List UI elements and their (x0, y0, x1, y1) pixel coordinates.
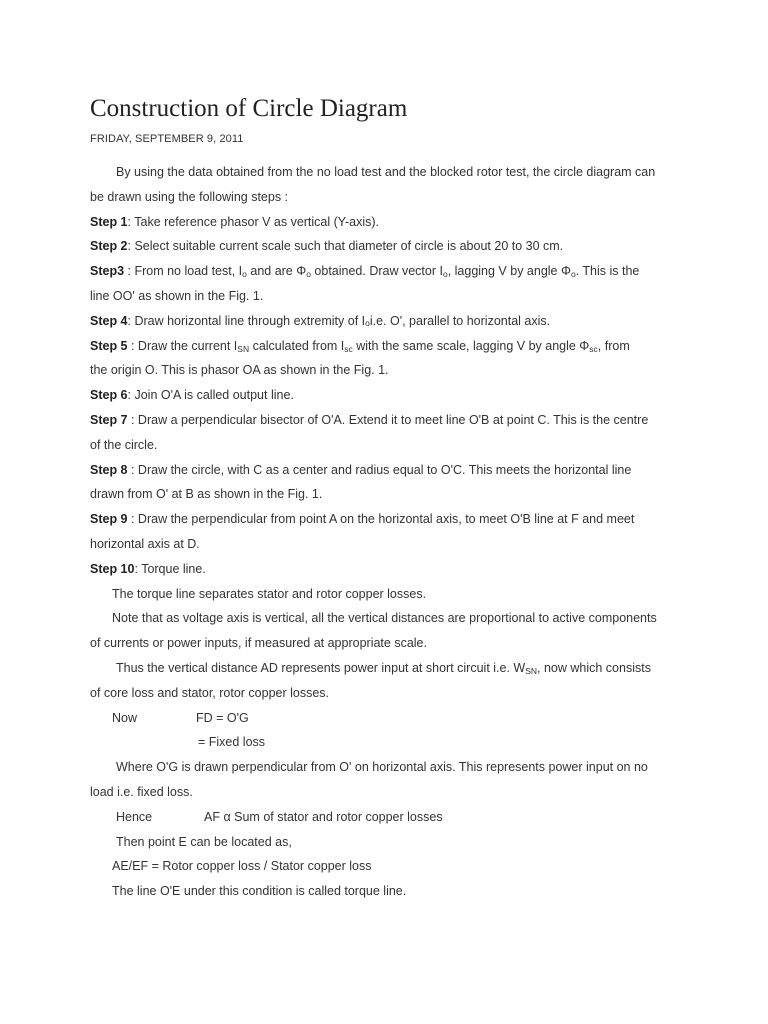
hence-eq: AF α Sum of stator and rotor copper losses (204, 809, 443, 824)
hence-equation (90, 805, 682, 830)
step-4-text-b: i.e. O', parallel to horizontal axis. (369, 313, 551, 328)
step-5-text-line2: the origin O. This is phasor OA as shown in the Fig. 1. (90, 363, 389, 378)
where-line-2 (90, 780, 682, 805)
step-5-text-c: with the same scale, lagging V by angle Φ (352, 338, 590, 353)
fixed-loss-text: = Fixed loss (198, 735, 266, 750)
step-10-label: Step 10 (90, 561, 135, 576)
step-8-text: : Draw the circle, with C as a center and radius equal to O'C. This meets the horizontal line (127, 462, 632, 477)
step-8 (90, 458, 682, 483)
thus-text-2: of core loss and stator, rotor copper losses. (90, 685, 330, 700)
step-5-label: Step 5 (90, 338, 128, 353)
intro-text-2: be drawn using the following steps : (90, 189, 289, 204)
subscript: o (306, 269, 311, 280)
where-text-1: Where O'G is drawn perpendicular from O' on horizontal axis. This represents power input on no (116, 760, 648, 775)
step-9-content (90, 507, 634, 532)
step-3-label: Step3 (90, 264, 125, 279)
step-5 (90, 334, 682, 359)
step-1-text: : Take reference phasor V as vertical (Y-axis). (127, 214, 380, 229)
intro-text-1: By using the data obtained from the no load test and the blocked rotor test, the circle diagram can (116, 165, 656, 179)
step-8-line-2 (90, 482, 682, 507)
step-8-content (90, 458, 631, 483)
subscript: o (365, 317, 370, 328)
step-3-text-e: . This is the (575, 264, 640, 279)
now-eq: FD = O'G (196, 710, 249, 725)
ratio-text: AE/EF = Rotor copper loss / Stator copper loss (112, 859, 372, 874)
step-3-text-c: obtained. Draw vector I (310, 264, 443, 279)
step-5-content (90, 334, 630, 359)
note-line-2 (90, 631, 682, 656)
subscript: sc (589, 343, 598, 354)
where-text-2: load i.e. fixed loss. (90, 784, 193, 799)
step-4-label: Step 4 (90, 313, 128, 328)
step-3 (90, 259, 682, 284)
step-1-label: Step 1 (90, 214, 128, 229)
thus-content (116, 656, 651, 681)
ratio-line (90, 854, 682, 879)
step-4 (90, 309, 682, 334)
subscript: sc (344, 343, 353, 354)
intro-line-2 (90, 185, 682, 210)
step-6-text: : Join O'A is called output line. (127, 388, 294, 403)
step-1 (90, 210, 682, 235)
page-title: Construction of Circle Diagram (90, 95, 408, 122)
step-9 (90, 507, 682, 532)
thus-line-1 (90, 656, 682, 681)
step-3-text-d: , lagging V by angle Φ (447, 264, 571, 279)
step-6 (90, 383, 682, 408)
subscript: o (570, 269, 576, 280)
then-e-line (90, 830, 682, 855)
thus-text-a: Thus the vertical distance AD represents power input at short circuit i.e. W (116, 660, 526, 675)
step-7-label: Step 7 (90, 412, 128, 427)
then-e-text: Then point E can be located as, (116, 834, 292, 849)
subscript: o (242, 269, 247, 280)
step-3-line-2 (90, 284, 682, 309)
torque-line-def-text: The line O'E under this condition is called torque line. (112, 884, 407, 899)
note-line-1 (90, 606, 682, 631)
step-10 (90, 557, 682, 582)
step-5-line-2 (90, 358, 682, 383)
where-line-1 (90, 755, 682, 780)
step-5-text-a: : Draw the current I (127, 338, 238, 353)
thus-line-2 (90, 681, 682, 706)
note-text-2: of currents or power inputs, if measured at appropriate scale. (90, 636, 427, 651)
step-8-label: Step 8 (90, 462, 128, 477)
step-9-line-2 (90, 532, 682, 557)
step-6-label: Step 6 (90, 388, 128, 403)
step-7-line-2 (90, 433, 682, 458)
step-3-text-line2: line OO' as shown in the Fig. 1. (90, 288, 264, 303)
step-10-text: : Torque line. (134, 561, 206, 576)
step-2-label: Step 2 (90, 239, 128, 254)
step-7-content (90, 408, 648, 433)
now-equation (90, 706, 682, 731)
torque-sentence-text: The torque line separates stator and rotor copper losses. (112, 586, 427, 601)
now-label: Now (112, 710, 138, 725)
subscript: SN (525, 665, 538, 676)
intro-line-1 (90, 160, 682, 185)
hence-label: Hence (116, 809, 153, 824)
thus-text-b: , now which consists (537, 660, 651, 675)
step-8-text-line2: drawn from O' at B as shown in the Fig. 1. (90, 487, 323, 502)
step-5-text-d: , from (597, 338, 630, 353)
step-4-text-a: : Draw horizontal line through extremity of I (127, 313, 366, 328)
step-7-text: : Draw a perpendicular bisector of O'A. Extend it to meet line O'B at point C. This is the centre (127, 412, 649, 427)
step-3-content (90, 259, 639, 284)
step-9-text-line2: horizontal axis at D. (90, 536, 200, 551)
subscript: o (442, 269, 448, 280)
article-body (90, 160, 682, 904)
fixed-loss-line (90, 730, 682, 755)
torque-sentence (90, 582, 682, 607)
step-3-text-a: : From no load test, I (124, 264, 243, 279)
torque-line-definition (90, 879, 682, 904)
subscript: SN (237, 343, 250, 354)
step-2-text: : Select suitable current scale such that diameter of circle is about 20 to 30 cm. (127, 239, 564, 254)
step-2 (90, 234, 682, 259)
note-text-1: Note that as voltage axis is vertical, all the vertical distances are proportional to active components (112, 611, 657, 626)
step-9-text: : Draw the perpendicular from point A on the horizontal axis, to meet O'B line at F and meet (127, 512, 635, 527)
step-5-text-b: calculated from I (249, 338, 345, 353)
step-3-text-b: and are Φ (246, 264, 307, 279)
step-7-text-line2: of the circle. (90, 437, 158, 452)
step-7 (90, 408, 682, 433)
post-date: FRIDAY, SEPTEMBER 9, 2011 (90, 133, 244, 145)
step-9-label: Step 9 (90, 512, 128, 527)
